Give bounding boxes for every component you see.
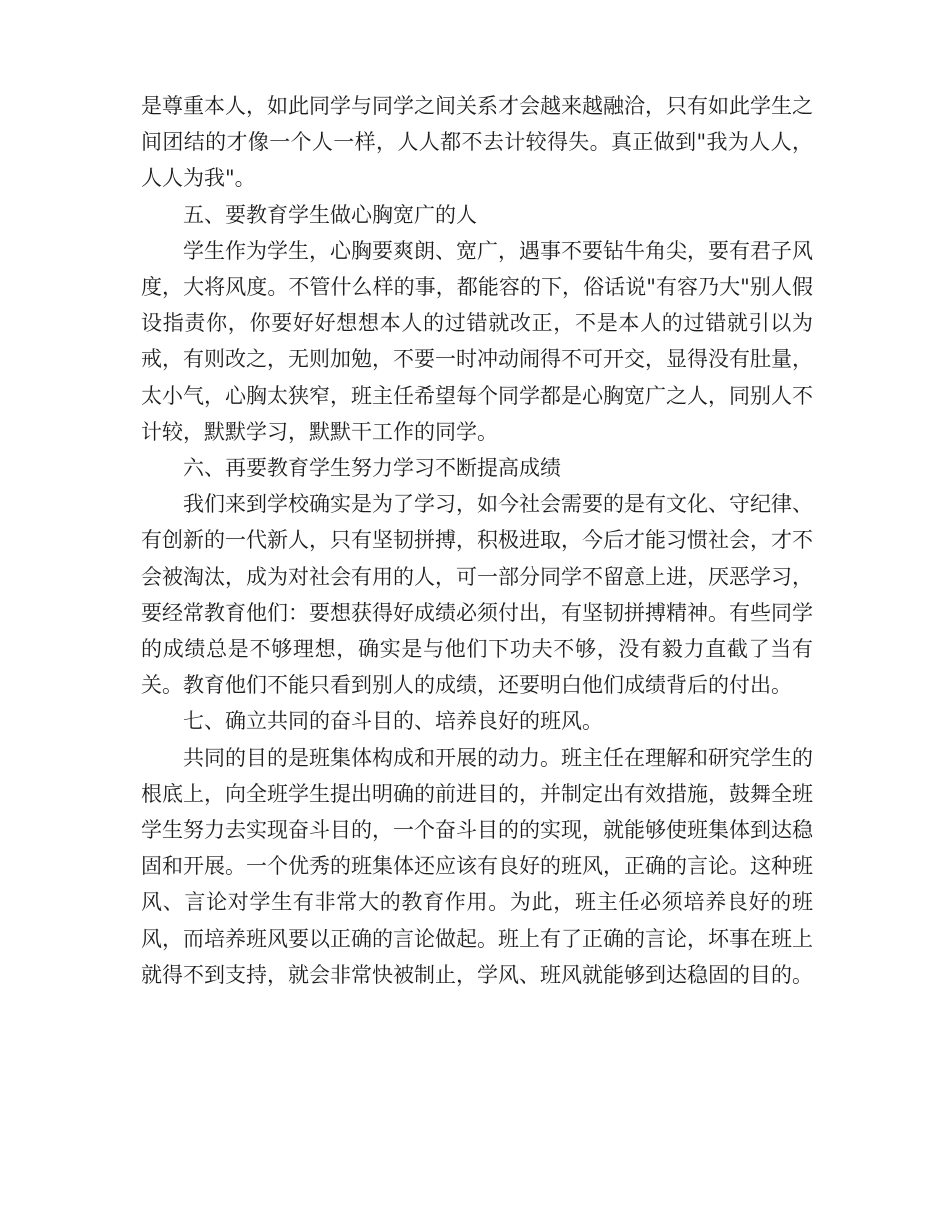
section-heading-seven: 七、确立共同的奋斗目的、培养良好的班风。	[183, 709, 603, 734]
section-heading-five: 五、要教育学生做心胸宽广的人	[183, 202, 477, 227]
paragraph-study-hard: 我们来到学校确实是为了学习，如今社会需要的是有文化、守纪律、有创新的一代新人，只有坚韧拼搏，积极进取，今后才能习惯社会，才不会被淘汰，成为对社会有用的人，可一部分同学不留意上进，厌恶学习，要经常教育他们：要想获得好成绩必须付出，有坚韧拼搏精神。有些同学的成绩总是不够理想，确实是与他们下功夫不够，没有毅力直截了当有关。教育他们不能只看到别人的成绩，还要明白他们成绩背后的付出。	[141, 492, 813, 698]
section-heading-six: 六、再要教育学生努力学习不断提高成绩	[183, 456, 561, 481]
paragraph-broad-mind: 学生作为学生，心胸要爽朗、宽广，遇事不要钻牛角尖，要有君子风度，大将风度。不管什么样的事，都能容的下，俗话说"有容乃大"别人假设指责你，你要好好想想本人的过错就改正，不是本人的过错就引以为戒，有则改之，无则加勉，不要一时冲动闹得不可开交，显得没有肚量，太小气，心胸太狭窄，班主任希望每个同学都是心胸宽广之人，同别人不计较，默默学习，默默干工作的同学。	[141, 238, 813, 444]
paragraph-class-goals: 共同的目的是班集体构成和开展的动力。班主任在理解和研究学生的根底上，向全班学生提出明确的前进目的，并制定出有效措施，鼓舞全班学生努力去实现奋斗目的，一个奋斗目的的实现，就能够使班集体到达稳固和开展。一个优秀的班集体还应该有良好的班风，正确的言论。这种班风、言论对学生有非常大的教育作用。为此，班主任必须培养良好的班风，而培养班风要以正确的言论做起。班上有了正确的言论，坏事在班上就得不到支持，就会非常快被制止，学风、班风就能够到达稳固的目的。	[141, 745, 813, 987]
paragraph-continuation: 是尊重本人，如此同学与同学之间关系才会越来越融洽，只有如此学生之间团结的才像一个人一样，人人都不去计较得失。真正做到"我为人人，人人为我"。	[141, 94, 813, 191]
document-body	[141, 88, 813, 993]
